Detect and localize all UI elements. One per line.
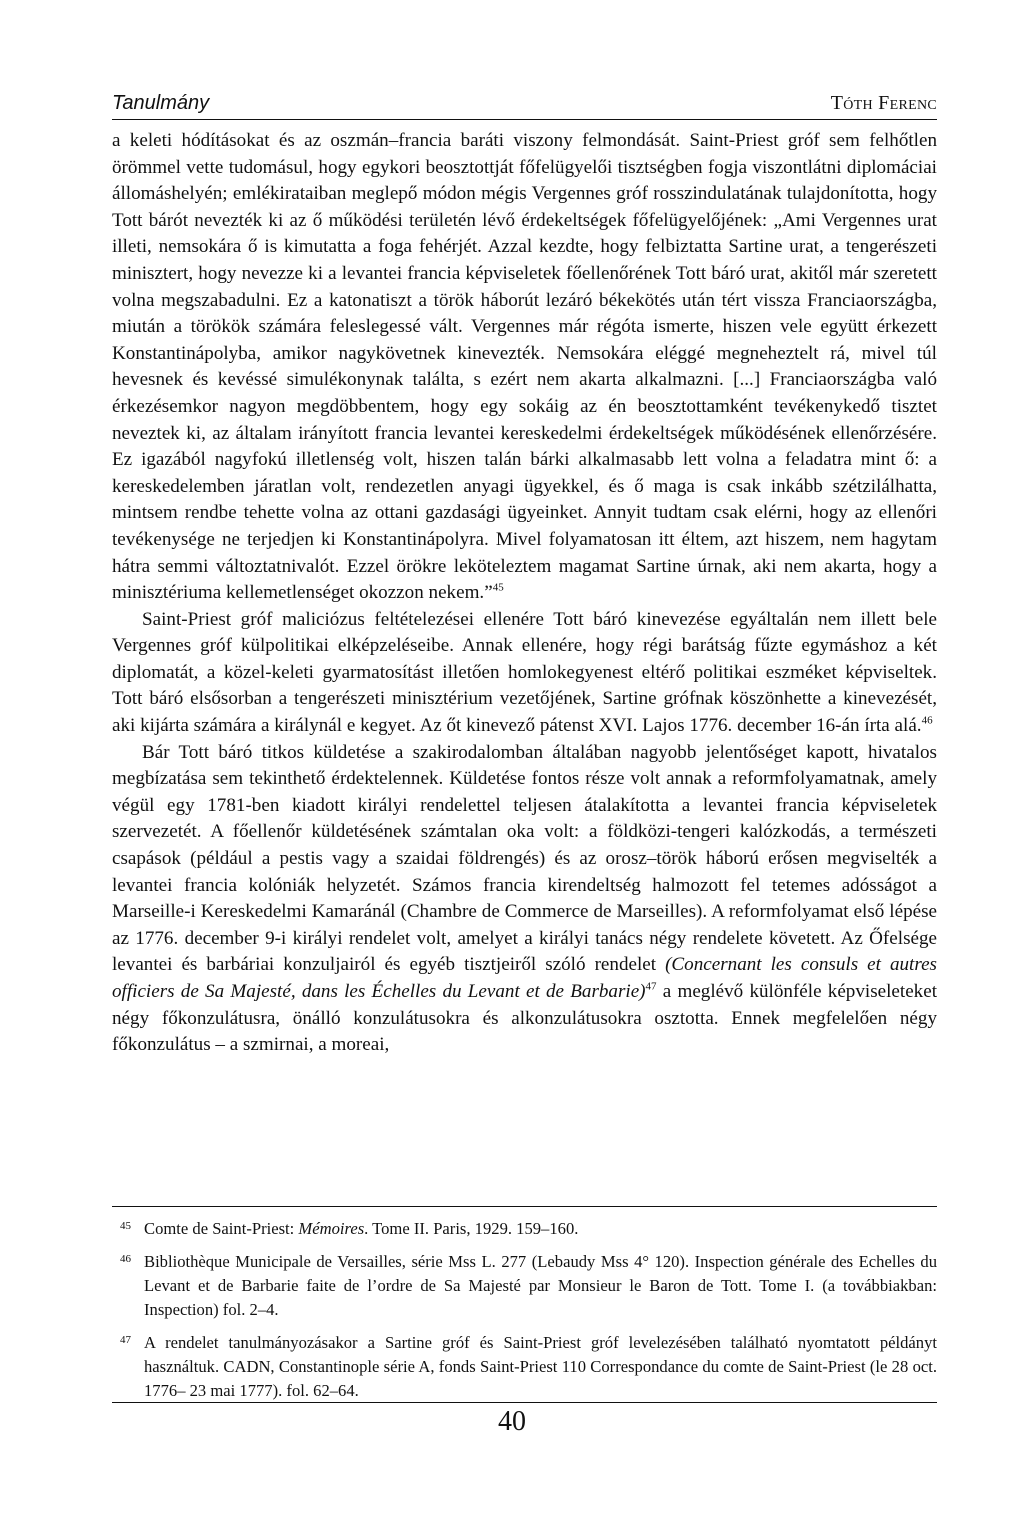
footnote-divider	[112, 1206, 937, 1207]
footnote-number: 46	[120, 1253, 131, 1265]
paragraph-3	[112, 740, 937, 1059]
paragraph-3-text-after: a meglévő különféle képviseleteket négy főkonzulátusra, önálló konzulátusokra és alkonzulátusokra osztotta. Ennek megfelelően négy főkonzulátus – a szmirnai, a moreai,	[112, 981, 937, 1056]
footnotes	[112, 1206, 937, 1412]
paragraph-3-ordinance-title: (Concernant les consuls et autres officiers de Sa Majesté, dans les Échelles du Levant et de Barbarie)	[112, 954, 937, 1002]
footnote-text: Bibliothèque Municipale de Versailles, série Mss L. 277 (Lebaudy Mss 4° 120). Inspection générale des Echelles du Levant et de Barbarie faite de l’ordre de Sa Majesté par Monsieur le Baron de Tott. Tome I. (a továbbiakban: Inspection) fol. 2–4.	[144, 1252, 937, 1319]
page-number: 40	[498, 1406, 526, 1437]
footnote-number: 47	[120, 1334, 131, 1346]
footnote-text: A rendelet tanulmányozásakor a Sartine gróf és Saint-Priest gróf levelezésében található nyomtatott példányt használtuk. CADN, Constantinople série A, fonds Saint-Priest 110 Correspondance du comte de Saint-Priest (le 28 oct. 1776– 23 mai 1777). fol. 62–64.	[144, 1333, 937, 1400]
paragraph-1-text: a keleti hódításokat és az oszmán–francia baráti viszony felmondását. Saint-Priest gróf sem felhőtlen örömmel vette tudomásul, hogy egykori beosztottját főfelügyelői tisztségben fogja viszontlátni diplomáciai állomáshelyén; emlékirataiban meglepő módon mégis Vergennes gróf rosszindulatának tulajdonította, hogy Tott bárót nevezték ki az ő működési területén lévő érdekeltségek főfelügyelőjének: „Ami Vergennes urat illeti, nemsokára ő is kimutatta a foga fehérjét. Azzal kezdte, hogy felbiztatta Sartine urat, a tengerészeti minisztert, hogy nevezze ki a levantei francia képviseletek főellenőrének Tott báró urat, akitől már szeretett volna megszabadulni. Ez a katonatiszt a török háborút lezáró békekötés után tért vissza Franciaországba, miután a törökök számára feleslegessé vált. Vergennes már régóta ismerte, hiszen vele együtt érkezett Konstantinápolyba, amikor nagykövetnek kinevezték. Nemsokára eléggé megneheztelt rá, mivel túl hevesnek és kevéssé simulékonynak találta, s ezért nem akarta alkalmazni. [...] Franciaországba való érkezésemkor nagyon megdöbbentem, hogy egy sokáig az én beosztottamként tevékenykedő tisztet neveztek ki, az általam irányított francia levantei kereskedelmi érdekeltségek működésének ellenőrzésére. Ez igazából nagyfokú illetlenség volt, hiszen talán bárki alkalmasabb lett volna a feladatra mint ő: a kereskedelemben járatlan volt, rendezetlen anyagi ügyekkel, és ő maga is csak inkább szétzilálhatta, mintsem rendbe tehette volna az ottani gazdasági ügyeinket. Annyit tudtam csak elérni, hogy az ellenőri tevékenysége ne terjedjen ki Konstantinápolyra. Mivel folyamatosan itt éltem, azt hiszem, nem hagytam hátra semmi változtatnivalót. Ezzel örökre leköteleztem magamat Sartine úrnak, aki nem akarta, hogy a minisztériuma kellemetlenséget okozzon nekem.”	[112, 130, 937, 604]
footnote-ref-47: 47	[645, 980, 657, 993]
footnote-46	[112, 1250, 937, 1322]
footnote-45	[112, 1217, 937, 1241]
footnote-47	[112, 1331, 937, 1403]
bottom-divider	[112, 1402, 937, 1403]
footnote-ref-46: 46	[921, 714, 933, 727]
page	[112, 92, 937, 1059]
running-header	[112, 92, 937, 120]
paragraph-2-text: Saint-Priest gróf maliciózus feltételezései ellenére Tott báró kinevezése egyáltalán nem illett bele Vergennes gróf külpolitikai elképzeléseibe. Annak ellenére, hogy régi barátság fűzte egymáshoz a két diplomatát, a közel-keleti gyarmatosítást illetően homlokegyenest eltérő politikai eszméket képviseltek. Tott báró elsősorban a tengerészeti minisztérium vezetőjének, Sartine grófnak köszönhette a kinevezését, aki kijárta számára a királynál e kegyet. Az őt kinevező pátenst XVI. Lajos 1776. december 16-án írta alá.	[112, 608, 937, 737]
footnote-text-after: . Tome II. Paris, 1929. 159–160.	[364, 1219, 579, 1238]
paragraph-2	[112, 607, 937, 740]
author-name: Tóth Ferenc	[830, 92, 937, 114]
paragraph-1	[112, 128, 937, 607]
footnote-number: 45	[120, 1220, 131, 1232]
body-text	[112, 128, 937, 1059]
section-title: Tanulmány	[112, 92, 210, 114]
footnote-text: Comte de Saint-Priest:	[144, 1219, 299, 1238]
paragraph-3-text-before: Bár Tott báró titkos küldetése a szakirodalomban általában nagyobb jelentőséget kapott, hivatalos megbízatása sem tekinthető érdektelennek. Küldetése fontos része volt annak a reformfolyamatnak, amely végül egy 1781-ben kiadott királyi rendelettel teljesen átalakította a levantei francia képviseletek szervezetét. A főellenőr küldetésének számtalan oka volt: a földközi-tengeri kalózkodás, a természeti csapások (például a pestis vagy a szaidai földrengés) és az orosz–török háború erősen megviselték a levantei francia kolóniák helyzetét. Számos francia kirendeltség halmozott fel tetemes adósságot a Marseille-i Kereskedelmi Kamaránál (Chambre de Commerce de Marseilles). A reformfolyamat első lépése az 1776. december 9-i királyi rendelet volt, amelyet a királyi tanács négy rendelete követett. Az Őfelsége levantei és barbáriai konzuljairól és egyéb tisztjeiről szóló rendelet	[112, 741, 937, 976]
footnote-ref-45: 45	[492, 581, 504, 594]
footnote-book-title: Mémoires	[298, 1219, 365, 1238]
